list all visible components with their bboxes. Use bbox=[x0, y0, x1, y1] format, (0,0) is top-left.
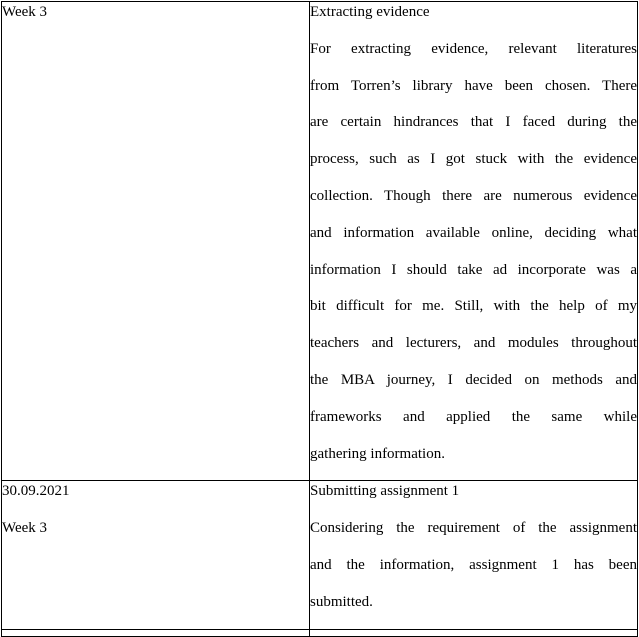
activity-heading: Extracting evidence bbox=[310, 4, 430, 20]
description-line: are certain hindrances that I faced during the bbox=[310, 114, 637, 131]
table-row bbox=[2, 2, 638, 481]
activity-cell bbox=[310, 481, 638, 629]
description-line: bit difficult for me. Still, with the help of my bbox=[310, 298, 637, 315]
description-line: frameworks and applied the same while bbox=[310, 408, 637, 425]
activity-description bbox=[310, 39, 637, 481]
activity-heading: Submitting assignment 1 bbox=[310, 483, 460, 500]
description-line: Considering the requirement of the assignment bbox=[310, 520, 637, 537]
description-line: submitted. bbox=[310, 593, 373, 610]
description-line: from Torren’s library have been chosen. There bbox=[310, 77, 637, 94]
description-line: and the information, assignment 1 has been bbox=[310, 556, 637, 573]
date-label: 30.09.2021 bbox=[2, 483, 70, 500]
description-line: process, such as I got stuck with the evidence bbox=[310, 151, 637, 168]
description-line: the MBA journey, I decided on methods and bbox=[310, 371, 637, 388]
description-line: information I should take ad incorporate was a bbox=[310, 261, 637, 278]
table-row bbox=[2, 481, 638, 629]
description-line: gathering information. bbox=[310, 445, 445, 462]
description-line: teachers and lecturers, and modules throughout bbox=[310, 335, 637, 352]
week-label: Week 3 bbox=[2, 520, 48, 537]
journal-table bbox=[1, 1, 638, 637]
description-line: collection. Though there are numerous evidence bbox=[310, 187, 637, 204]
date-cell bbox=[2, 481, 310, 629]
description-line: For extracting evidence, relevant literatures bbox=[310, 40, 637, 57]
activity-cell bbox=[310, 2, 638, 481]
week-label: Week 3 bbox=[2, 4, 48, 20]
description-line: and information available online, deciding what bbox=[310, 224, 637, 241]
date-cell bbox=[2, 2, 310, 481]
activity-description bbox=[310, 518, 637, 628]
